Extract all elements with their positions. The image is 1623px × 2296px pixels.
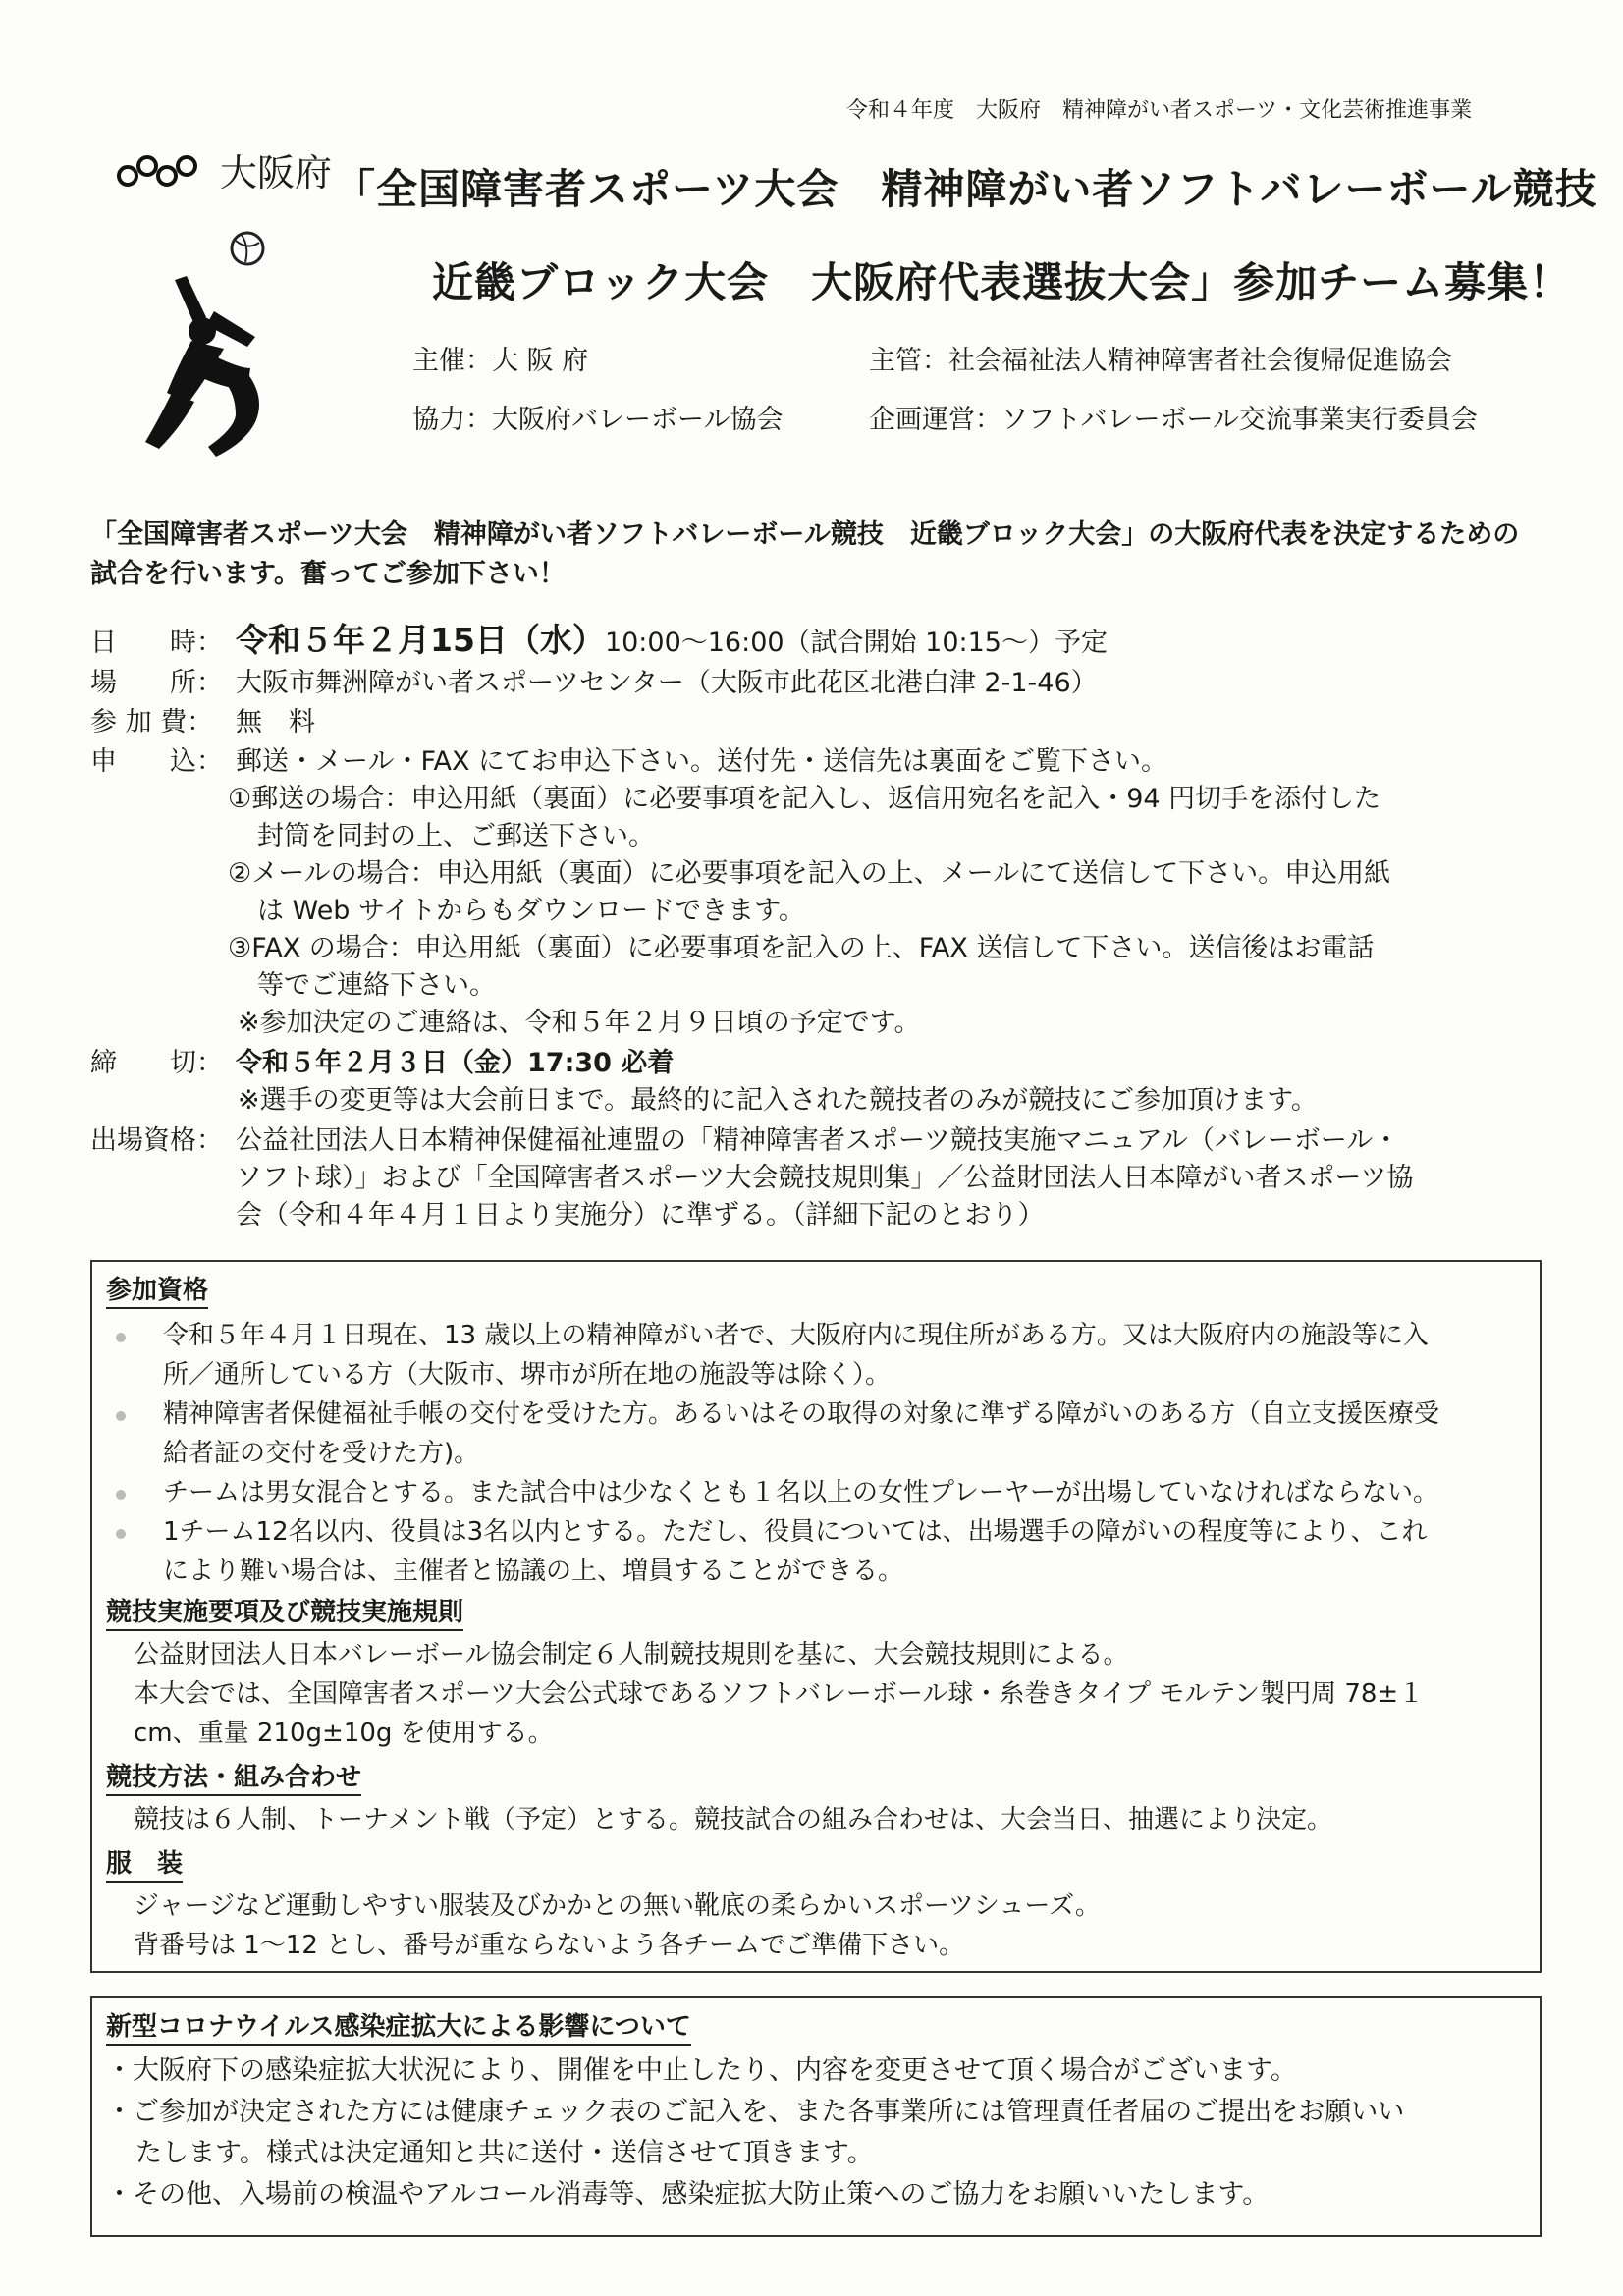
date-main: 令和５年２月15日（水） — [236, 621, 605, 659]
bullet-icon — [116, 1490, 126, 1500]
deadline-label: 締 切： — [90, 1048, 223, 1078]
apply-email-line-2: は Web サイトからもダウンロードできます。 — [257, 896, 805, 926]
logo-text: 大阪府 — [220, 151, 333, 194]
apply-mail-line-1: ①郵送の場合：申込用紙（裏面）に必要事項を記入し、返信用宛名を記入・94 円切手を添付した — [228, 784, 1381, 814]
apply-email-line-1: ②メールの場合：申込用紙（裏面）に必要事項を記入の上、メールにて送信して下さい。申込用紙 — [228, 858, 1391, 889]
eligibility-3: チームは男女混合とする。また試合中は少なくとも１名以上の女性プレーヤーが出場していなければならない。 — [163, 1478, 1438, 1507]
attire-1: ジャージなど運動しやすい服装及びかかとの無い靴底の柔らかいスポーツシューズ。 — [134, 1891, 1101, 1921]
attire-heading: 服 装 — [106, 1847, 183, 1883]
place-value: 大阪市舞洲障がい者スポーツセンター（大阪市此花区北港白津 2-1-46） — [236, 668, 1098, 698]
eligibility-4b: により難い場合は、主催者と協議の上、増員することができる。 — [163, 1557, 904, 1586]
bullet-icon — [116, 1529, 126, 1539]
rules-2b: cm、重量 210g±10g を使用する。 — [134, 1719, 554, 1748]
title-line-1: 「全国障害者スポーツ大会 精神障がい者ソフトバレーボール競技 — [334, 165, 1597, 213]
apply-value: 郵送・メール・FAX にてお申込下さい。送付先・送信先は裏面をご覧下さい。 — [236, 746, 1168, 777]
bullet-icon — [116, 1411, 126, 1421]
covid-heading: 新型コロナウイルス感染症拡大による影響について — [106, 2010, 691, 2046]
organizer-host: 主催：大 阪 府 — [412, 346, 589, 376]
covid-3: ・その他、入場前の検温やアルコール消毒等、感染症拡大防止策へのご協力をお願いいたします。 — [106, 2179, 1270, 2210]
qualification-line-2: ソフト球）」および「全国障害者スポーツ大会競技規則集」／公益財団法人日本障がい者スポーツ協 — [236, 1163, 1414, 1193]
deadline-note: ※選手の変更等は大会前日まで。最終的に記入された競技者のみが競技にご参加頂けます。 — [238, 1085, 1318, 1116]
date-row — [90, 622, 1108, 662]
deadline-row — [90, 1045, 674, 1082]
apply-fax-line-2: 等でご連絡下さい。 — [257, 970, 496, 1001]
covid-2a: ・ご参加が決定された方には健康チェック表のご記入を、また各事業所には管理責任者届のご提出をお願いい — [106, 2097, 1405, 2127]
eligibility-2b: 給者証の交付を受けた方)。 — [163, 1439, 480, 1468]
apply-mail-line-2: 封筒を同封の上、ご郵送下さい。 — [257, 821, 655, 851]
place-label: 場 所： — [90, 668, 223, 698]
bullet-icon — [116, 1333, 126, 1342]
osaka-logo — [116, 142, 332, 196]
covid-2b: たします。様式は決定通知と共に送付・送信させて頂きます。 — [135, 2138, 874, 2168]
apply-fax-line-1: ③FAX の場合：申込用紙（裏面）に必要事項を記入の上、FAX 送信して下さい。送信後はお電話 — [228, 933, 1375, 963]
covid-1: ・大阪府下の感染症拡大状況により、開催を中止したり、内容を変更させて頂く場合がございます。 — [106, 2055, 1297, 2086]
eligibility-1b: 所／通所している方（大阪市、堺市が所在地の施設等は除く）。 — [163, 1360, 892, 1390]
deadline-value: 令和５年２月３日（金）17:30 必着 — [236, 1048, 675, 1078]
method-1: 競技は６人制、トーナメント戦（予定）とする。競技試合の組み合わせは、大会当日、抽選により決定。 — [134, 1805, 1332, 1834]
requirements-box — [90, 1260, 1542, 1973]
rules-heading: 競技実施要項及び競技実施規則 — [106, 1596, 463, 1631]
fee-row — [90, 704, 315, 741]
organizer-planning: 企画運営：ソフトバレーボール交流事業実行委員会 — [869, 405, 1478, 435]
organizer-cooperation: 協力：大阪府バレーボール協会 — [412, 405, 784, 435]
eligibility-1a: 令和５年４月１日現在、13 歳以上の精神障がい者で、大阪府内に現住所がある方。又は大阪府内の施設等に入 — [163, 1321, 1429, 1350]
fee-value: 無 料 — [236, 707, 315, 738]
qualification-line-1: 公益社団法人日本精神保健福祉連盟の「精神障害者スポーツ競技実施マニュアル（バレーボール・ — [236, 1125, 1400, 1156]
apply-row — [90, 743, 1167, 781]
osaka-emblem-icon — [116, 150, 206, 190]
covid-box — [90, 1996, 1542, 2237]
place-row — [90, 665, 1098, 702]
date-label: 日 時： — [90, 628, 223, 658]
apply-note: ※参加決定のご連絡は、令和５年２月９日頃の予定です。 — [238, 1008, 921, 1038]
eligibility-4a: 1チーム12名以内、役員は3名以内とする。ただし、役員については、出場選手の障がいの程度等により、これ — [163, 1517, 1428, 1547]
qualification-line-3: 会（令和４年４月１日より実施分）に準ずる。（詳細下記のとおり） — [236, 1200, 1045, 1230]
fee-label: 参 加 費： — [90, 707, 214, 738]
qualification-label: 出場資格： — [90, 1125, 223, 1156]
rules-2a: 本大会では、全国障害者スポーツ大会公式球であるソフトバレーボール球・糸巻きタイプ モルテン製円周 78±１ — [134, 1679, 1425, 1709]
eligibility-2a: 精神障害者保健福祉手帳の交付を受けた方。あるいはその取得の対象に準ずる障がいのある方（自立支援医療受 — [163, 1399, 1440, 1429]
eligibility-heading: 参加資格 — [106, 1274, 208, 1309]
title-line-2: 近畿ブロック大会 大阪府代表選抜大会」参加チーム募集！ — [432, 258, 1572, 306]
date-rest: 10:00〜16:00（試合開始 10:15〜）予定 — [604, 628, 1108, 658]
top-note: 令和４年度 大阪府 精神障がい者スポーツ・文化芸術推進事業 — [846, 98, 1473, 123]
rules-1: 公益財団法人日本バレーボール協会制定６人制競技規則を基に、大会競技規則による。 — [134, 1640, 1129, 1669]
intro-text: 「全国障害者スポーツ大会 精神障がい者ソフトバレーボール競技 近畿ブロック大会」の大阪府代表を決定するための試合を行います。奮ってご参加下さい！ — [90, 519, 1520, 589]
attire-2: 背番号は 1〜12 とし、番号が重ならないよう各チームでご準備下さい。 — [134, 1931, 965, 1960]
method-heading: 競技方法・組み合わせ — [106, 1761, 361, 1796]
volleyball-player-icon — [137, 221, 373, 471]
qualification-row — [90, 1122, 1399, 1160]
apply-label: 申 込： — [90, 746, 223, 777]
organizer-management: 主管：社会福祉法人精神障害者社会復帰促進協会 — [869, 346, 1452, 376]
